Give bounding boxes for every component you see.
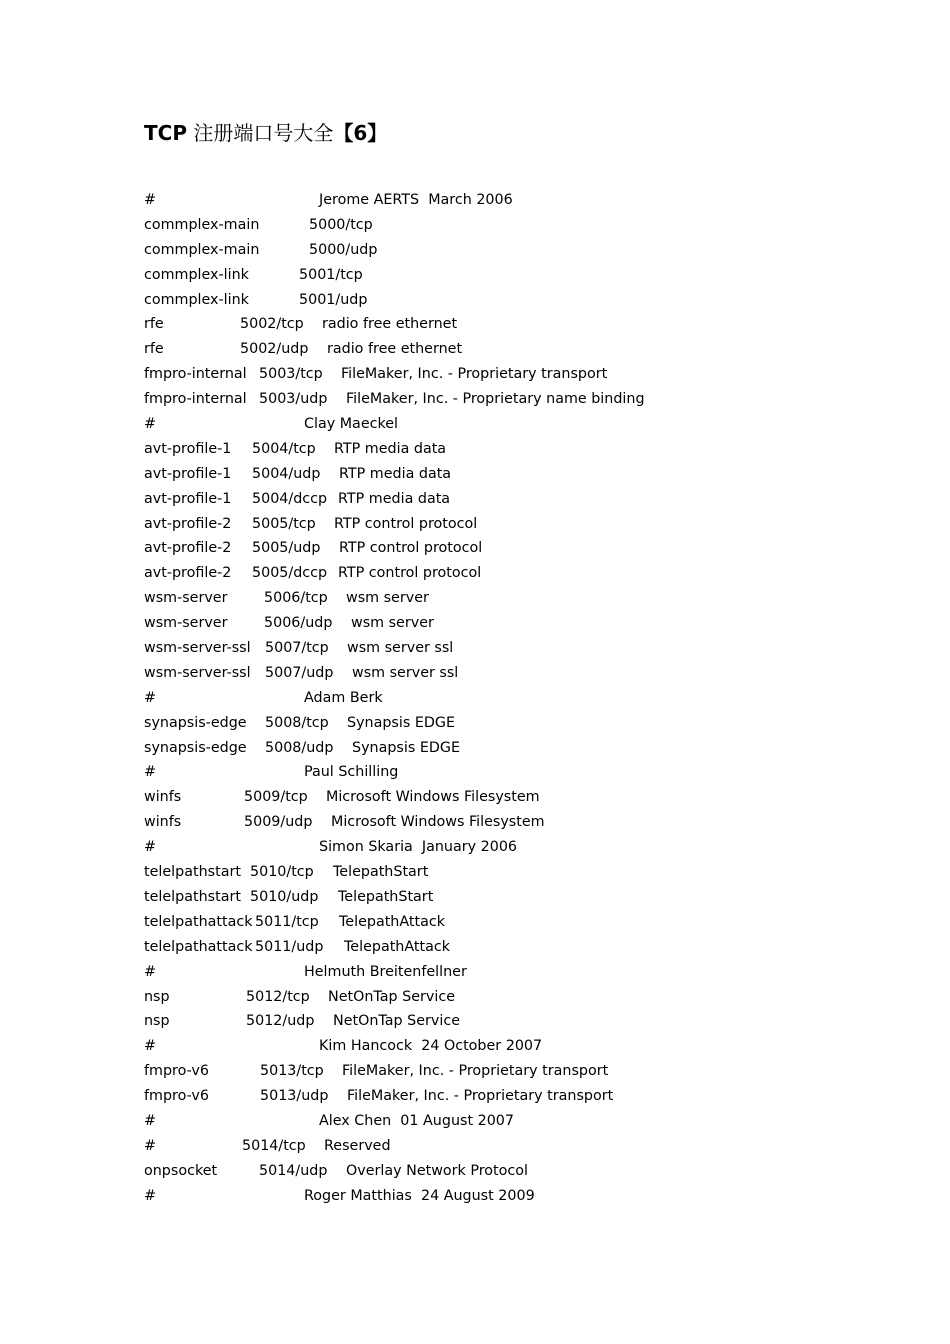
port-protocol: 5008/udp xyxy=(265,739,334,756)
service-name: wsm-server xyxy=(144,590,228,607)
service-name: avt-profile-1 xyxy=(144,440,232,457)
service-name: wsm-server-ssl xyxy=(144,640,251,657)
service-name: avt-profile-1 xyxy=(144,490,232,507)
service-description: NetOnTap Service xyxy=(333,1013,460,1030)
service-name: winfs xyxy=(144,789,182,806)
service-description: FileMaker, Inc. - Proprietary name binding xyxy=(346,391,645,408)
port-protocol: 5014/udp xyxy=(259,1162,328,1179)
service-description: RTP media data xyxy=(334,440,447,457)
port-protocol: 5003/tcp xyxy=(259,366,323,383)
service-description: FileMaker, Inc. - Proprietary transport xyxy=(341,366,608,383)
port-protocol: 5007/udp xyxy=(265,664,334,681)
port-protocol: 5003/udp xyxy=(259,391,328,408)
service-name: telelpathattack xyxy=(144,938,253,955)
service-description: RTP control protocol xyxy=(339,540,483,557)
port-protocol: 5006/tcp xyxy=(264,590,328,607)
service-name: winfs xyxy=(144,814,182,831)
service-description: wsm server xyxy=(346,590,429,607)
port-protocol: 5013/tcp xyxy=(260,1063,324,1080)
title-open-bracket: 【 xyxy=(333,121,354,145)
service-description: radio free ethernet xyxy=(327,341,463,358)
service-name: commplex-main xyxy=(144,216,260,233)
service-name: # xyxy=(144,839,156,856)
service-description: TelepathStart xyxy=(338,888,434,905)
service-name: fmpro-internal xyxy=(144,391,247,408)
port-protocol: 5001/tcp xyxy=(299,266,363,283)
title-main: 注册端口号大全 xyxy=(193,121,334,145)
comment-text: Clay Maeckel xyxy=(304,416,399,433)
port-protocol: 5007/tcp xyxy=(265,640,329,657)
service-name: # xyxy=(144,416,156,433)
service-name: telelpathattack xyxy=(144,913,253,930)
comment-text: Paul Schilling xyxy=(304,764,399,781)
service-name: telelpathstart xyxy=(144,888,241,905)
service-description: Synapsis EDGE xyxy=(352,739,461,756)
port-protocol: 5014/tcp xyxy=(242,1137,306,1154)
comment-text: Alex Chen 01 August 2007 xyxy=(319,1112,514,1129)
service-name: # xyxy=(144,963,156,980)
service-name: wsm-server xyxy=(144,615,228,632)
service-name: commplex-link xyxy=(144,291,249,308)
port-protocol: 5004/tcp xyxy=(252,440,316,457)
service-name: synapsis-edge xyxy=(144,714,247,731)
comment-text: Kim Hancock 24 October 2007 xyxy=(319,1038,543,1055)
service-name: telelpathstart xyxy=(144,864,241,881)
service-name: avt-profile-2 xyxy=(144,565,232,582)
port-protocol: 5011/tcp xyxy=(255,913,319,930)
service-name: synapsis-edge xyxy=(144,739,247,756)
service-name: fmpro-v6 xyxy=(144,1088,209,1105)
service-description: RTP media data xyxy=(339,465,452,482)
service-description: Microsoft Windows Filesystem xyxy=(326,789,540,806)
port-protocol: 5000/tcp xyxy=(309,216,373,233)
title-number: 6 xyxy=(353,121,368,145)
service-name: avt-profile-2 xyxy=(144,540,232,557)
service-name: wsm-server-ssl xyxy=(144,664,251,681)
service-name: onpsocket xyxy=(144,1162,218,1179)
port-protocol: 5009/udp xyxy=(244,814,313,831)
service-name: # xyxy=(144,1112,156,1129)
service-name: avt-profile-1 xyxy=(144,465,232,482)
port-protocol: 5013/udp xyxy=(260,1088,329,1105)
service-name: commplex-main xyxy=(144,241,260,258)
service-name: nsp xyxy=(144,988,170,1005)
port-protocol: 5002/udp xyxy=(240,341,309,358)
service-description: Reserved xyxy=(324,1137,391,1154)
port-protocol: 5004/udp xyxy=(252,465,321,482)
service-name: # xyxy=(144,1137,156,1154)
service-description: TelepathAttack xyxy=(339,913,446,930)
service-name: rfe xyxy=(144,341,164,358)
port-protocol: 5005/udp xyxy=(252,540,321,557)
service-description: RTP control protocol xyxy=(334,515,478,532)
service-name: # xyxy=(144,192,156,208)
service-description: Overlay Network Protocol xyxy=(346,1162,528,1179)
port-protocol: 5008/tcp xyxy=(265,714,329,731)
port-protocol: 5009/tcp xyxy=(244,789,308,806)
service-name: avt-profile-2 xyxy=(144,515,232,532)
service-name: # xyxy=(144,1038,156,1055)
comment-text: Simon Skaria January 2006 xyxy=(319,839,518,856)
service-description: NetOnTap Service xyxy=(328,988,455,1005)
title-prefix: TCP xyxy=(144,121,187,145)
title-close-bracket: 】 xyxy=(367,121,388,145)
service-description: FileMaker, Inc. - Proprietary transport xyxy=(347,1088,614,1105)
port-protocol: 5006/udp xyxy=(264,615,333,632)
port-protocol: 5004/dccp xyxy=(252,490,328,507)
port-protocol: 5012/tcp xyxy=(246,988,310,1005)
service-name: # xyxy=(144,1187,156,1204)
comment-text: Roger Matthias 24 August 2009 xyxy=(304,1187,535,1204)
service-name: # xyxy=(144,689,156,706)
port-protocol: 5001/udp xyxy=(299,291,368,308)
service-name: nsp xyxy=(144,1013,170,1030)
port-protocol: 5011/udp xyxy=(255,938,324,955)
comment-text: Adam Berk xyxy=(304,689,383,706)
service-description: wsm server ssl xyxy=(352,664,459,681)
service-name: commplex-link xyxy=(144,266,249,283)
service-description: wsm server xyxy=(351,615,434,632)
service-description: Synapsis EDGE xyxy=(347,714,456,731)
port-protocol: 5002/tcp xyxy=(240,316,304,333)
service-description: radio free ethernet xyxy=(322,316,458,333)
service-description: RTP media data xyxy=(338,490,451,507)
service-name: # xyxy=(144,764,156,781)
comment-text: Helmuth Breitenfellner xyxy=(304,963,467,980)
port-protocol: 5010/udp xyxy=(250,888,319,905)
port-protocol: 5005/dccp xyxy=(252,565,328,582)
service-name: fmpro-v6 xyxy=(144,1063,209,1080)
service-name: fmpro-internal xyxy=(144,366,247,383)
port-protocol: 5010/tcp xyxy=(250,864,314,881)
service-name: rfe xyxy=(144,316,164,333)
service-description: wsm server ssl xyxy=(347,640,454,657)
service-description: Microsoft Windows Filesystem xyxy=(331,814,545,831)
page-title xyxy=(144,118,387,148)
service-description: RTP control protocol xyxy=(338,565,482,582)
comment-text: Jerome AERTS March 2006 xyxy=(319,192,513,208)
service-description: FileMaker, Inc. - Proprietary transport xyxy=(342,1063,609,1080)
port-protocol: 5005/tcp xyxy=(252,515,316,532)
service-description: TelepathAttack xyxy=(344,938,451,955)
service-description: TelepathStart xyxy=(333,864,429,881)
port-protocol: 5000/udp xyxy=(309,241,378,258)
port-protocol: 5012/udp xyxy=(246,1013,315,1030)
